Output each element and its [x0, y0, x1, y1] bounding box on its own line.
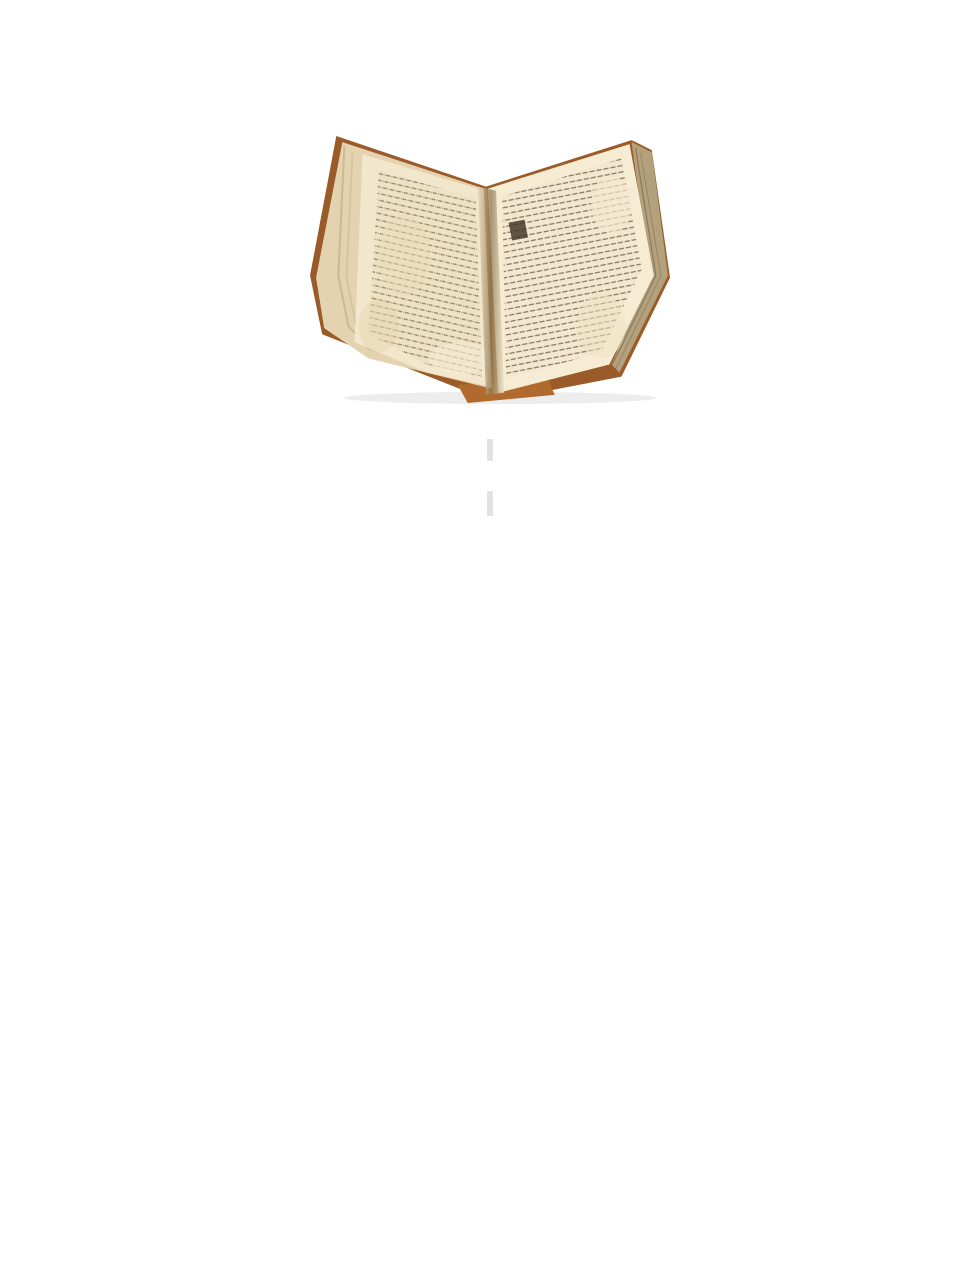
pamphlet-image[interactable] — [308, 134, 672, 407]
article — [115, 0, 865, 518]
figure-link-caption-text — [487, 439, 493, 461]
pamphlet-figure — [115, 134, 865, 518]
open-book-illustration — [308, 134, 672, 407]
figure-link-caption[interactable] — [487, 439, 493, 461]
figure-caption-row — [121, 490, 859, 518]
figure-caption-text — [487, 491, 493, 516]
figure-link-caption-row — [150, 436, 830, 464]
